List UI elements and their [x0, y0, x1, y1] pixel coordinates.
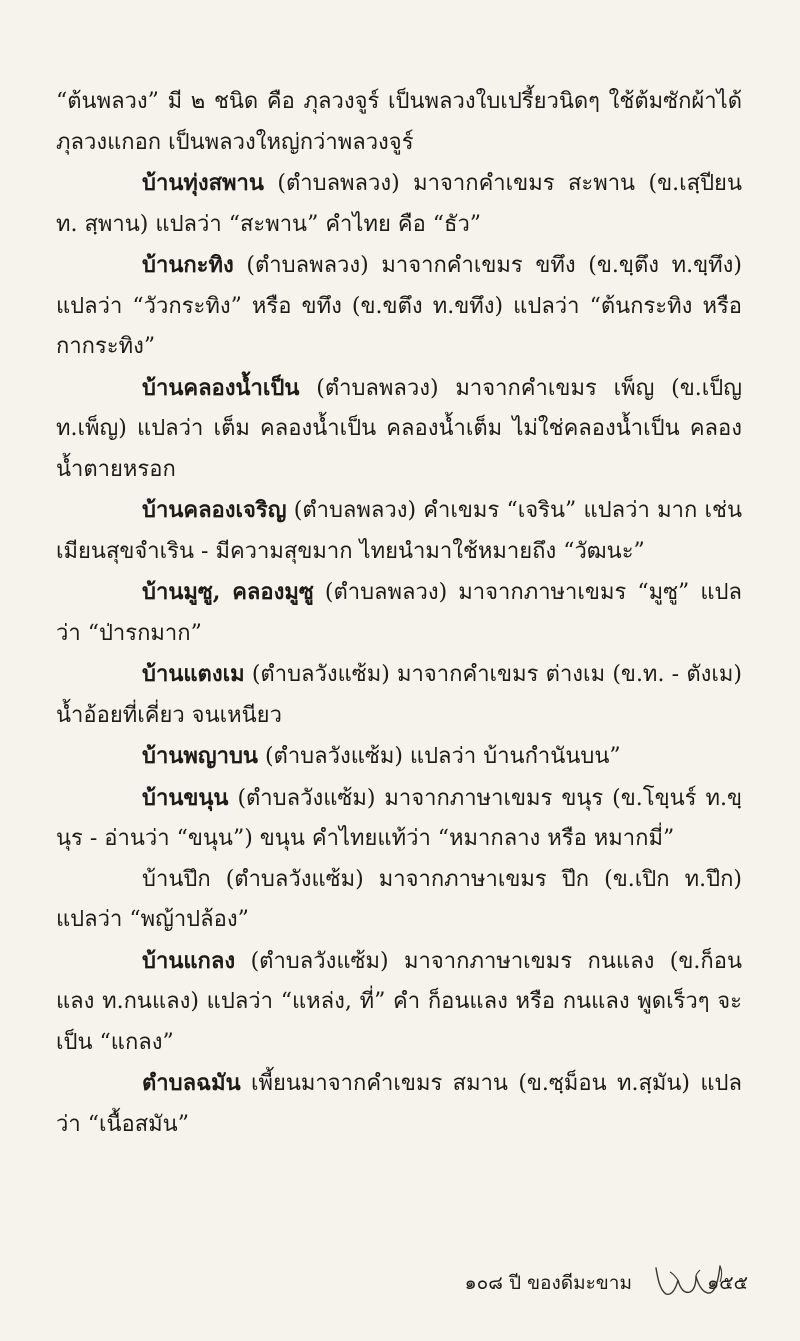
paragraph-text: (ตำบลพลวง) คำเขมร “เจริน” แปลว่า มาก เช่น เมียนสุขจำเริน - มีความสุขมาก ไทยนำมาใช้หมายถึง “วัฒนะ” — [56, 498, 742, 564]
place-name: บ้านแกลง — [142, 947, 236, 974]
paragraph-text: (ตำบลวังแซ้ม) มาจากคำเขมร ต่างเม (ข.ท. - ตังเม) น้ำอ้อยที่เคี่ยว จนเหนียว — [56, 662, 742, 728]
paragraph-text: (ตำบลวังแซ้ม) มาจากภาษาเขมร ขนุร (ข.โขฺนร์ ท.ขฺนุร - อ่านว่า “ขนุน”) ขนุน คำไทยแท้ว่า “หมากลาง หรือ หมากมี่” — [56, 785, 742, 851]
place-name: บ้านคลองเจริญ — [142, 497, 287, 523]
paragraph-9 — [56, 778, 742, 860]
paragraph-text: “ต้นพลวง” มี ๒ ชนิด คือ ภุลวงจูร์ เป็นพลวงใบเปรี้ยวนิดๆ ใช้ต้มซักผ้าได้ ภุลวงแกอก เป็นพลวงใหญ่กว่าพลวงจูร์ — [56, 89, 742, 155]
book-title: ๑๐๘ ปี ของดีมะขาม — [464, 1272, 632, 1294]
paragraph-10 — [56, 860, 742, 941]
place-name: บ้านกะทิง — [142, 252, 234, 278]
page-footer — [0, 1258, 800, 1298]
paragraph-text: บ้านปึก (ตำบลวังแซ้ม) มาจากภาษาเขมร ปึก (ข.เปิก ท.ปึก) แปลว่า “พญ้าปล้อง” — [56, 866, 742, 932]
place-name: บ้านทุ่งสพาน — [142, 170, 264, 196]
place-name: ตำบลฉมัน — [142, 1070, 241, 1096]
place-name: บ้านแตงเม — [142, 661, 245, 687]
paragraph-2 — [56, 163, 742, 245]
place-name: บ้านขนุน — [142, 784, 229, 811]
paragraph-text: (ตำบลพลวง) มาจากภาษาเขมร “มูซู” แปลว่า “ป่ารกมาก” — [56, 580, 742, 646]
paragraph-text: (ตำบลพลวง) มาจากคำเขมร ขทึง (ข.ขฺตึง ท.ขฺทึง) แปลว่า “วัวกระทิง” หรือ ขทึง (ข.ขตึง ท.ขทึง) แปลว่า “ต้นกระทิง หรือ กากระทิง” — [56, 253, 742, 359]
paragraph-text: (ตำบลพลวง) มาจากคำเขมร เพ็ญ (ข.เป็ญ ท.เพ็ญ) แปลว่า เต็ม คลองน้ำเป็น คลองน้ำเต็ม ไม่ใช่คลองน้ำเป็น คลองน้ำตายหรอก — [56, 375, 742, 482]
paragraph-7 — [56, 654, 742, 736]
paragraph-text: (ตำบลพลวง) มาจากคำเขมร สะพาน (ข.เสฺปียน ท. สฺพาน) แปลว่า “สะพาน” คำไทย คือ “ธัว” — [56, 171, 742, 237]
paragraph-8 — [56, 736, 742, 778]
paragraph-text: (ตำบลวังแซ้ม) มาจากภาษาเขมร กนแลง (ข.ก็อน แลง ท.กนแลง) แปลว่า “แหล่ง, ที่” คำ ก็อนแลง หรือ กนแลง พูดเร็วๆ จะเป็น “แกลง” — [56, 948, 742, 1055]
place-name: บ้านมูซู, คลองมูซู — [142, 579, 314, 605]
paragraph-12 — [56, 1063, 742, 1145]
paragraph-text: เพี้ยนมาจากคำเขมร สมาน (ข.ซฺม็อน ท.สฺมัน) แปลว่า “เนื้อสมัน” — [56, 1071, 742, 1137]
paragraph-11 — [56, 941, 742, 1064]
paragraph-6 — [56, 572, 742, 654]
body-text — [56, 82, 742, 1145]
paragraph-text: (ตำบลวังแซ้ม) แปลว่า บ้านกำนันบน” — [257, 744, 621, 769]
paragraph-5 — [56, 490, 742, 572]
place-name: บ้านพญาบน — [142, 743, 258, 769]
page-number: ๑๕๕ — [707, 1272, 748, 1294]
paragraph-4 — [56, 368, 742, 491]
paragraph-1 — [56, 82, 742, 163]
place-name: บ้านคลองน้ำเป็น — [142, 374, 300, 401]
paragraph-3 — [56, 245, 742, 368]
